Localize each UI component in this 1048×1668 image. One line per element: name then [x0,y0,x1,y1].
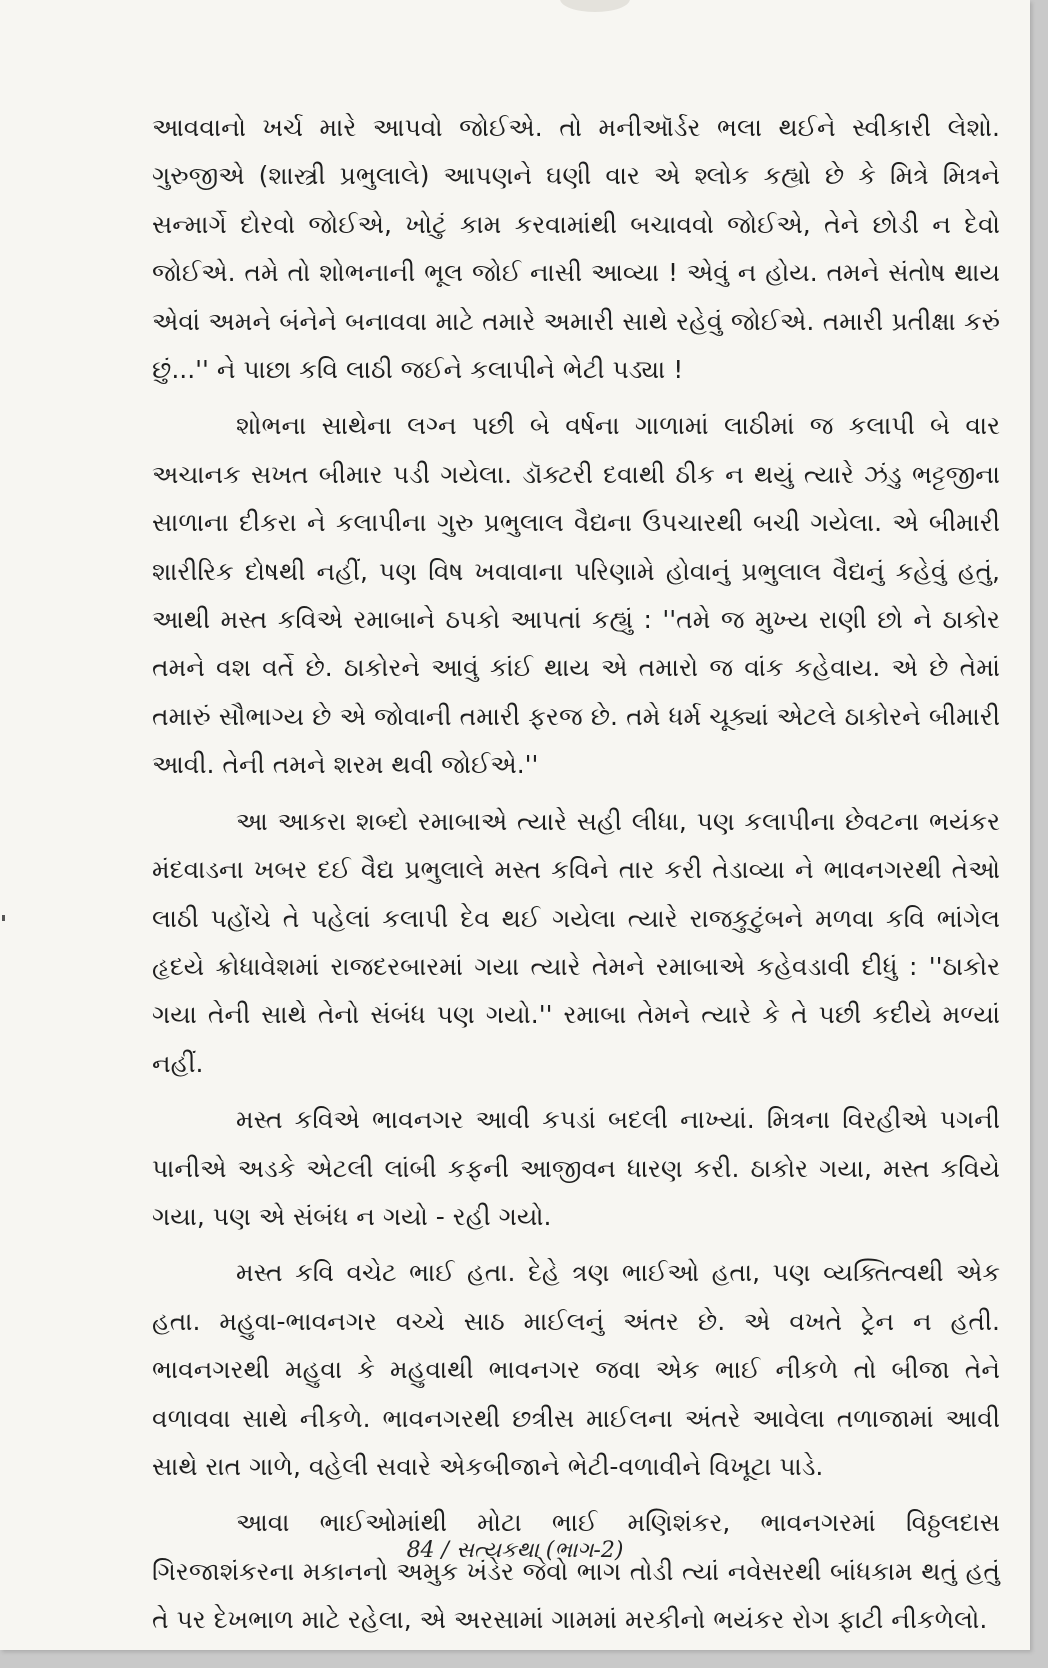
paragraph-5: મસ્ત કવિ વચેટ ભાઈ હતા. દેહે ત્રણ ભાઈઓ હતા, પણ વ્યક્તિત્વથી એક હતા. મહુવા-ભાવનગર વચ્ચે સાઠ માઈલનું અંતર છે. એ વખતે ટ્રેન ન હતી. ભાવનગરથી મહુવા કે મહુવાથી ભાવનગર જવા એક ભાઈ નીકળે તો બીજા તેને વળાવવા સાથે નીકળે. ભાવનગરથી છત્રીસ માઈલના અંતરે આવેલા તળાજામાં આવી સાથે રાત ગાળે, વહેલી સવારે એકબીજાને ભેટી-વળાવીને વિખૂટા પાડે. [152,1258,1000,1481]
scan-speck [2,915,5,921]
paragraph-1: આવવાનો ખર્ચ મારે આપવો જોઈએ. તો મનીઑર્ડર ભલા થઈને સ્વીકારી લેશો. ગુરુજીએ (શાસ્ત્રી પ્રભુલાલે) આપણને ઘણી વાર એ શ્લોક કહ્યો છે કે મિત્રે મિત્રને સન્માર્ગે દોરવો જોઈએ, ખોટું કામ કરવામાંથી બચાવવો જોઈએ, તેને છોડી ન દેવો જોઈએ. તમે તો શોભનાની ભૂલ જોઈ નાસી આવ્યા ! એવું ન હોય. તમને સંતોષ થાય એવાં અમને બંનેને બનાવવા માટે તમારે અમારી સાથે રહેવું જોઈએ. તમારી પ્રતીક્ષા કરું છું...'' ને પાછા કવિ લાઠી જઈને કલાપીને ભેટી પડ્યા ! [152,113,1000,385]
page-top-smudge [560,0,630,12]
body-text [152,104,1000,1650]
paragraph-3: આ આકરા શબ્દો રમાબાએ ત્યારે સહી લીધા, પણ કલાપીના છેવટના ભયંકર મંદવાડના ખબર દઈ વૈદ્ય પ્રભુલાલે મસ્ત કવિને તાર કરી તેડાવ્યા ને ભાવનગરથી તેઓ લાઠી પહોંચે તે પહેલાં કલાપી દેવ થઈ ગયેલા ત્યારે રાજકુટુંબને મળવા કવિ ભાંગેલ હૃદયે ક્રોધાવેશમાં રાજદરબારમાં ગયા ત્યારે તેમને રમાબાએ કહેવડાવી દીધું : ''ઠાકોર ગયા તેની સાથે તેનો સંબંધ પણ ગયો.'' રમાબા તેમને ત્યારે કે તે પછી કદીયે મળ્યાં નહીં. [152,806,1000,1078]
paragraph-2: શોભના સાથેના લગ્ન પછી બે વર્ષના ગાળામાં લાઠીમાં જ કલાપી બે વાર અચાનક સખત બીમાર પડી ગયેલા. ડૉક્ટરી દવાથી ઠીક ન થયું ત્યારે ઝંડુ ભટ્ટજીના સાળાના દીકરા ને કલાપીના ગુરુ પ્રભુલાલ વૈદ્યના ઉપચારથી બચી ગયેલા. એ બીમારી શારીરિક દોષથી નહીં, પણ વિષ ખવાવાના પરિણામે હોવાનું પ્રભુલાલ વૈદ્યનું કહેવું હતું, આથી મસ્ત કવિએ રમાબાને ઠપકો આપતાં કહ્યું : ''તમે જ મુખ્ય રાણી છો ને ઠાકોર તમને વશ વર્તે છે. ઠાકોરને આવું કાંઈ થાય એ તમારો જ વાંક કહેવાય. એ છે તેમાં તમારું સૌભાગ્ય છે એ જોવાની તમારી ફરજ છે. તમે ધર્મ ચૂક્યાં એટલે ઠાકોરને બીમારી આવી. તેની તમને શરમ થવી જોઈએ.'' [152,411,1000,780]
page-footer: 84 / સત્યકથા (ભાગ-2) [406,1538,624,1563]
paragraph-4: મસ્ત કવિએ ભાવનગર આવી કપડાં બદલી નાખ્યાં. મિત્રના વિરહીએ પગની પાનીએ અડકે એટલી લાંબી કફની આજીવન ધારણ કરી. ઠાકોર ગયા, મસ્ત કવિયે ગયા, પણ એ સંબંધ ન ગયો - રહી ગયો. [152,1105,1000,1231]
paragraph-6: આવા ભાઈઓમાંથી મોટા ભાઈ મણિશંકર, ભાવનગરમાં વિઠ્ઠલદાસ ગિરજાશંકરના મકાનનો અમુક ખંડેર જેવો ભાગ તોડી ત્યાં નવેસરથી બાંધકામ થતું હતું તે પર દેખભાળ માટે રહેલા, એ અરસામાં ગામમાં મરકીનો ભયંકર રોગ ફાટી નીકળેલો. [152,1508,1000,1635]
